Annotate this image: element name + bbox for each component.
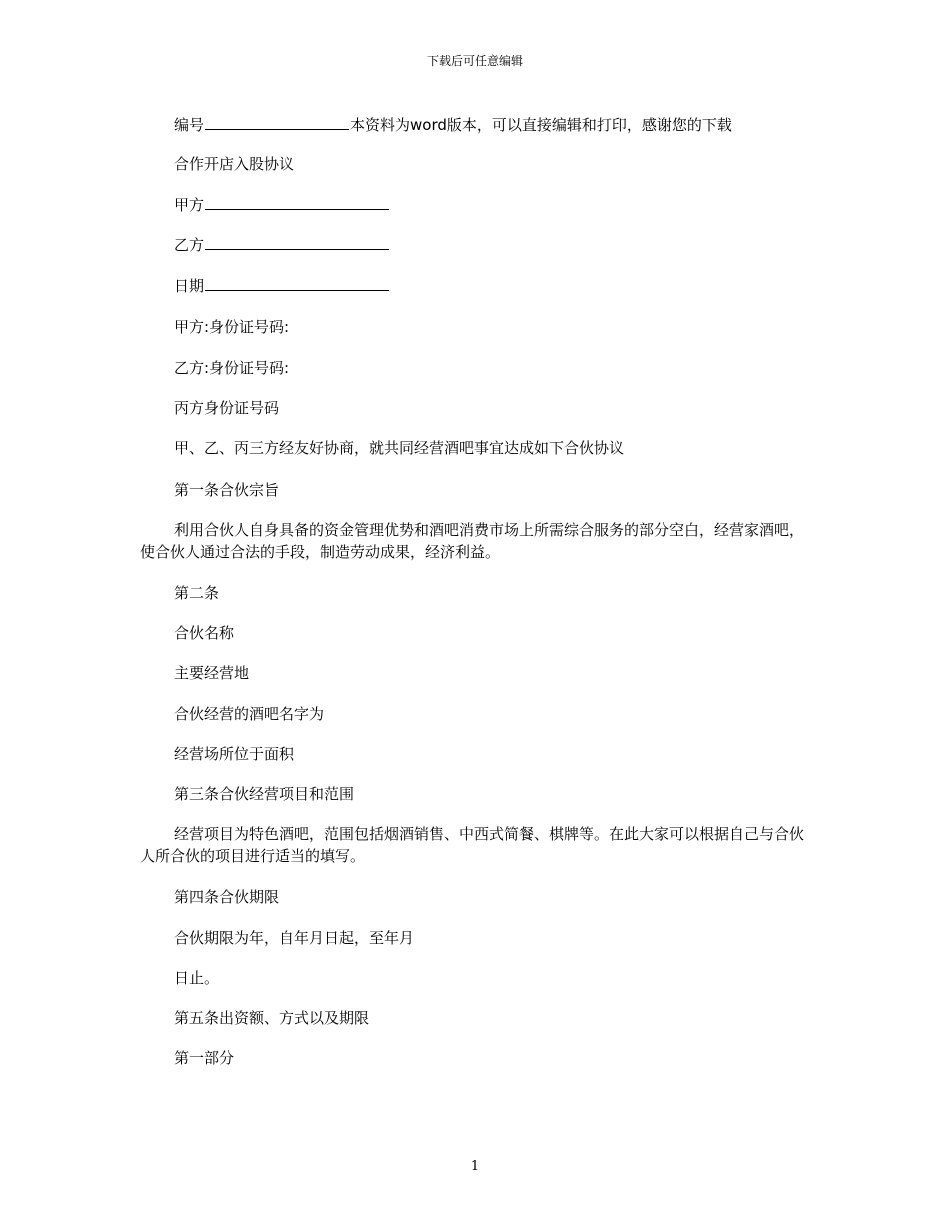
date-line [140, 274, 810, 297]
page-header: 下载后可任意编辑 [426, 54, 523, 68]
code-blank[interactable] [205, 113, 349, 130]
code-note: 本资料为word版本，可以直接编辑和打印，感谢您的下载 [350, 116, 732, 134]
article-2-location: 经营场所位于面积 [174, 745, 295, 763]
party-a-blank[interactable] [205, 193, 389, 210]
party-b-id: 乙方:身份证号码: [174, 359, 290, 377]
code-label: 编号 [174, 116, 205, 134]
page-number: 1 [470, 1159, 480, 1174]
code-line [140, 113, 810, 136]
date-blank[interactable] [205, 274, 389, 291]
article-4-end: 日止。 [174, 969, 220, 987]
party-a-id: 甲方:身份证号码: [174, 318, 290, 336]
article-3-body: 经营项目为特色酒吧，范围包括烟酒销售、中西式简餐、棋牌等。在此大家可以根据自己与合伙人所合伙的项目进行适当的填写。 [140, 825, 805, 865]
party-b-label: 乙方 [174, 236, 205, 254]
intro-paragraph: 甲、乙、丙三方经友好协商，就共同经营酒吧事宜达成如下合伙协议 [174, 439, 625, 457]
article-2-bar-name: 合伙经营的酒吧名字为 [174, 705, 325, 723]
article-4-term: 合伙期限为年，自年月日起，至年月 [174, 929, 415, 947]
party-a-line [140, 193, 810, 216]
article-2-title: 第二条 [174, 584, 220, 602]
article-2-name: 合伙名称 [174, 624, 235, 642]
party-b-blank[interactable] [205, 233, 389, 250]
article-1-title: 第一条合伙宗旨 [174, 481, 280, 499]
doc-title: 合作开店入股协议 [174, 155, 295, 173]
article-1-body: 利用合伙人自身具备的资金管理优势和酒吧消费市场上所需综合服务的部分空白，经营家酒吧，使合伙人通过合法的手段，制造劳动成果，经济利益。 [140, 521, 805, 561]
article-2-place: 主要经营地 [174, 664, 250, 682]
article-5-title: 第五条出资额、方式以及期限 [174, 1009, 370, 1027]
party-c-id: 丙方身份证号码 [174, 399, 280, 417]
date-label: 日期 [174, 277, 205, 295]
article-3-title: 第三条合伙经营项目和范围 [174, 785, 355, 803]
article-5-part-1: 第一部分 [174, 1049, 235, 1067]
party-b-line [140, 233, 810, 256]
article-4-title: 第四条合伙期限 [174, 888, 280, 906]
party-a-label: 甲方 [174, 196, 205, 214]
